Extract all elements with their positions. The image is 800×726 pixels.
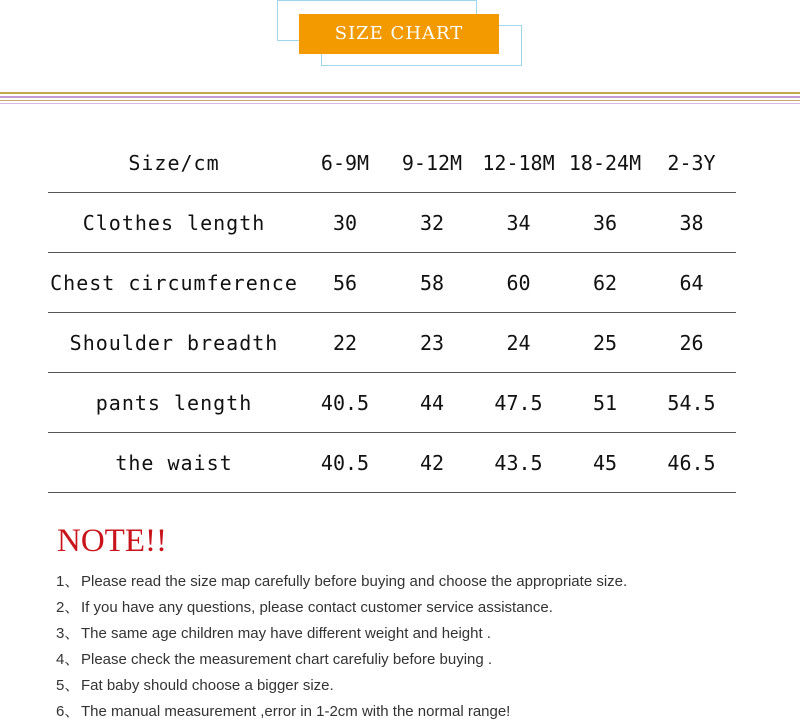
note-item xyxy=(56,674,627,700)
note-number: 2、 xyxy=(56,599,80,616)
header-size: 18-24M xyxy=(563,133,647,193)
table-cell: 22 xyxy=(300,313,390,373)
note-number: 3、 xyxy=(56,625,80,642)
row-label: Chest circumference xyxy=(48,253,300,313)
note-number: 5、 xyxy=(56,677,80,694)
table-cell: 56 xyxy=(300,253,390,313)
size-chart-banner: SIZE CHART xyxy=(299,14,499,54)
table-cell: 45 xyxy=(563,433,647,493)
note-item xyxy=(56,596,627,622)
header-label: Size/cm xyxy=(48,133,300,193)
row-label: pants length xyxy=(48,373,300,433)
table-cell: 43.5 xyxy=(474,433,563,493)
table-cell: 26 xyxy=(647,313,736,373)
header-size: 9-12M xyxy=(390,133,474,193)
table-cell: 30 xyxy=(300,193,390,253)
header-size: 6-9M xyxy=(300,133,390,193)
divider-stripe xyxy=(0,92,800,94)
table-cell: 40.5 xyxy=(300,433,390,493)
table-row xyxy=(48,193,736,253)
table-cell: 38 xyxy=(647,193,736,253)
row-label: Shoulder breadth xyxy=(48,313,300,373)
table-cell: 58 xyxy=(390,253,474,313)
note-item xyxy=(56,570,627,596)
note-number: 4、 xyxy=(56,651,80,668)
note-text: Fat baby should choose a bigger size. xyxy=(81,677,334,694)
table-cell: 44 xyxy=(390,373,474,433)
table-cell: 46.5 xyxy=(647,433,736,493)
table-row xyxy=(48,313,736,373)
row-label: Clothes length xyxy=(48,193,300,253)
divider-stripe xyxy=(0,100,800,101)
table-cell: 25 xyxy=(563,313,647,373)
divider-stripe xyxy=(0,103,800,104)
note-title: NOTE!! xyxy=(57,523,167,559)
note-item xyxy=(56,622,627,648)
note-text: Please check the measurement chart carefuliy before buying . xyxy=(81,651,493,668)
table-cell: 23 xyxy=(390,313,474,373)
size-table xyxy=(48,133,736,493)
table-cell: 32 xyxy=(390,193,474,253)
table-row xyxy=(48,433,736,493)
note-text: Please read the size map carefully before buying and choose the appropriate size. xyxy=(81,573,628,590)
table-row xyxy=(48,253,736,313)
note-text: If you have any questions, please contact customer service assistance. xyxy=(81,599,553,616)
table-row xyxy=(48,373,736,433)
note-text: The same age children may have different weight and height . xyxy=(81,625,491,642)
divider-stripe xyxy=(0,96,800,98)
row-label: the waist xyxy=(48,433,300,493)
note-item xyxy=(56,700,627,726)
note-number: 1、 xyxy=(56,573,80,590)
note-list xyxy=(56,570,627,726)
note-item xyxy=(56,648,627,674)
table-cell: 47.5 xyxy=(474,373,563,433)
table-cell: 40.5 xyxy=(300,373,390,433)
table-cell: 60 xyxy=(474,253,563,313)
note-text: The manual measurement ,error in 1-2cm with the normal range! xyxy=(81,703,511,720)
table-cell: 34 xyxy=(474,193,563,253)
table-cell: 51 xyxy=(563,373,647,433)
table-cell: 24 xyxy=(474,313,563,373)
table-header-row xyxy=(48,133,736,193)
table-cell: 42 xyxy=(390,433,474,493)
header-size: 12-18M xyxy=(474,133,563,193)
table-cell: 64 xyxy=(647,253,736,313)
note-number: 6、 xyxy=(56,703,80,720)
header-size: 2-3Y xyxy=(647,133,736,193)
table-cell: 62 xyxy=(563,253,647,313)
table-cell: 36 xyxy=(563,193,647,253)
table-cell: 54.5 xyxy=(647,373,736,433)
